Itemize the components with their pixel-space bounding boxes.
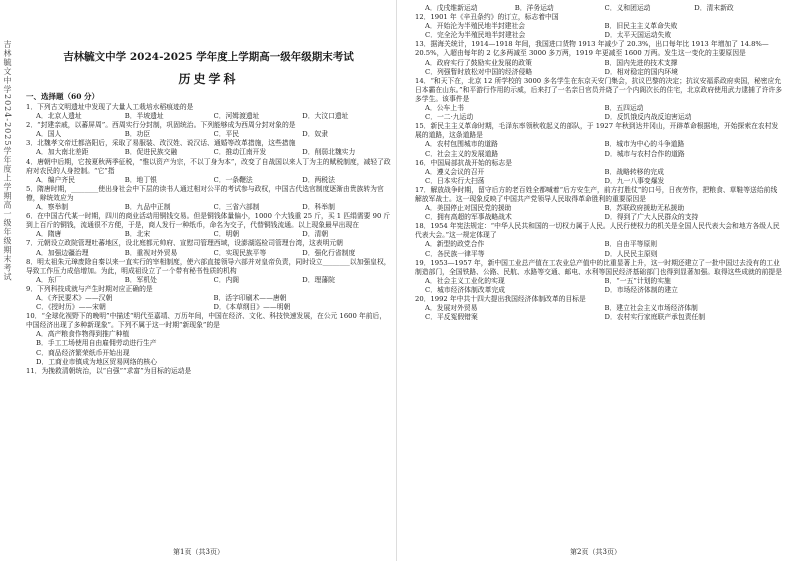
answer-options: [415, 277, 784, 295]
question-stem: 2．“封建亲戚，以蕃屏周”。西周实行分封制，巩固统治。下列能够成为西周分封对象的是: [26, 121, 296, 130]
answer-options: [415, 140, 784, 158]
answer-option: D．太平天国运动失败: [604, 31, 672, 40]
answer-option: C．完全沦为半殖民地半封建社会: [425, 31, 526, 40]
answer-option: D．《本草纲目》——明朝: [213, 303, 291, 312]
answer-option: C．实现民族平等: [213, 248, 267, 257]
answer-option: C．社会主义的发展道路: [425, 149, 499, 158]
answer-option: B．战略转移的完成: [604, 167, 664, 176]
question-item: [415, 259, 784, 295]
question-item: [415, 159, 784, 186]
answer-option: C．各民族一律平等: [425, 249, 485, 258]
answer-option: C．一二·九运动: [425, 113, 474, 122]
question-item: [415, 122, 784, 158]
answer-option: D．削弱北魏实力: [302, 148, 356, 157]
question-item: [26, 285, 391, 312]
question-stem: 17．解放战争时期，留守后方的老百姓全都喊着“后方安生产，前方打胜仗”的口号，日夜劳作，把粮食、草鞋等送给前线解放军战士。这一现象反映了中国共产党领导人民取得革命胜利的重要原因是: [415, 185, 778, 203]
answer-option: D．人民民主原则: [604, 249, 658, 258]
answer-option: A．察举制: [36, 203, 69, 212]
question-item: [415, 77, 784, 122]
answer-option: D．大汶口遗址: [302, 112, 349, 121]
answer-option: D．强化行省制度: [302, 248, 356, 257]
answer-option: B．促进民族交融: [124, 148, 178, 157]
answer-option: B．洋务运动: [514, 4, 554, 12]
answer-options: [415, 104, 784, 122]
answer-options: [415, 4, 784, 13]
question-stem: 13．据海关统计，1914—1918 年间，我国进口货物 1913 年减少了 20.3%，出口每年比 1913 年增加了 14.8%—20.5%，入超由每年的 2 亿多两减至 3000 多万两，1919 年更减至 1600 万两。发生这一变化的主要原因是: [415, 40, 769, 58]
answer-options: [26, 112, 391, 121]
answer-options: [26, 249, 391, 258]
page-footer: 第1页（共3页）: [173, 548, 224, 556]
question-stem: 19．1953—1957 年，新中国工业总产值在工农业总产值中的比重显著上升，这一时期还建立了一批中国过去没有的工业制造部门，全国铁路、公路、民航、水路等交通、邮电、水利等国民经济基础部门也得到显著加强。取得这些成就的前提是: [415, 258, 783, 276]
question-list: [26, 103, 391, 376]
answer-option: A．编户齐民: [36, 175, 75, 184]
answer-options: [26, 176, 391, 185]
answer-option: C．平反冤假错案: [425, 313, 478, 322]
answer-options: [415, 304, 784, 322]
answer-option: A．高产粮食作物得到推广种植: [36, 330, 130, 339]
exam-title: 吉林毓文中学 2024-2025 学年度上学期高一级年级期末考试: [63, 51, 354, 63]
question-item: [415, 295, 784, 322]
answer-option: C．内阁: [213, 275, 240, 284]
answer-options: [415, 204, 784, 222]
question-stem: 18．1954 年宪法规定：“中华人民共和国的一切权力属于人民。人民行使权力的机关是全国人民代表大会和地方各级人民代表大会。”这一规定体现了: [415, 222, 780, 240]
answer-option: A．东厂: [36, 275, 62, 284]
question-item: [26, 158, 391, 185]
answer-option: B．自由平等原则: [604, 240, 658, 249]
question-item: [26, 312, 391, 367]
question-stem: 16．中国局部抗战开始的标志是: [415, 158, 513, 167]
page-footer: 第2页（共3页）: [570, 548, 621, 556]
answer-option: D．农村实行家庭联产承包责任制: [604, 313, 706, 322]
answer-option: D．清末新政: [694, 4, 734, 12]
question-item: [415, 4, 784, 13]
answer-options: [415, 168, 784, 186]
answer-option: A．社会主义工业化的实现: [425, 276, 505, 285]
answer-option: B．旧民主主义革命失败: [604, 22, 678, 31]
answer-option: B．功臣: [124, 130, 151, 139]
answer-option: C．明朝: [213, 230, 240, 239]
answer-option: B．九品中正制: [124, 203, 171, 212]
answer-option: D．城市与农村合作的道路: [604, 149, 685, 158]
answer-option: A．加大南北差距: [36, 148, 89, 157]
question-item: [26, 239, 391, 257]
answer-options: [415, 22, 784, 40]
question-list: [415, 4, 784, 322]
answer-option: B．五四运动: [604, 104, 644, 113]
answer-option: A．公车上书: [425, 104, 464, 113]
answer-option: C．《授时历》——宋朝: [36, 303, 106, 312]
question-item: [26, 139, 391, 157]
answer-option: A．政府实行了鼓励实业发展的政策: [425, 58, 532, 67]
question-stem: 14．“和天下在，北京 12 所学校的 3000 多名学生在东京天安门集会，抗议巴黎的决定；抗议安福系政府卖国，秘密应允日本霸在山东。”和平游行作用的示威，后来打了一名亲日官员并烧了一个内阁次长的住宅，北京政府使用武力逮捕了许许多多学生。该事件是: [415, 76, 783, 103]
answer-option: B．“一五”计划的实施: [604, 276, 671, 285]
answer-option: D．市场经济体制的建立: [604, 285, 678, 294]
answer-option: A．戊戌维新运动: [425, 4, 478, 12]
answer-option: D．科举制: [302, 203, 335, 212]
question-stem: 12．1901 年《辛丑条约》的订立，标志着中国: [415, 13, 559, 22]
answer-option: B．重视对外贸易: [124, 248, 178, 257]
answer-option: C．城市经济体制改革完成: [425, 285, 505, 294]
section-heading: 一、选择题（60 分）: [26, 92, 100, 101]
answer-option: B．建立社会主义市场经济体制: [604, 304, 698, 313]
question-item: [26, 121, 391, 139]
question-item: [415, 222, 784, 258]
answer-option: A．北京人遗址: [36, 112, 82, 121]
answer-option: A．隋唐: [36, 230, 62, 239]
answer-option: A．《齐民要术》——汉朝: [36, 293, 113, 302]
answer-options: [26, 330, 391, 366]
answer-option: B．军机处: [124, 275, 157, 284]
question-stem: 7．元朝设立政院管理吐蕃地区，设北庭都元帅府、宣慰司管理西域，设澎湖巡检司管理台湾，这表明元朝: [26, 239, 343, 248]
subject-title: 历史学科: [178, 72, 239, 86]
question-stem: 10．“全球化视野下的晚明”中描述“明代至嘉靖、万历年间，中国在经济、文化、科技快速发展，在公元 1600 年前后，中国经济出现了多种新现象”。下列不属于这一时期“新现象”的是: [26, 312, 387, 330]
answer-option: D．清朝: [302, 230, 329, 239]
answer-options: [415, 59, 784, 77]
answer-options: [26, 148, 391, 157]
exam-page-2: [397, 0, 794, 561]
answer-option: B．手工工场使用自由雇佣劳动进行生产: [36, 339, 157, 348]
question-stem: 4．唐朝中后期，它按夏秋两季征税，“惟以资产为宗，不以丁身为本”，改变了自战国以来人丁为主的赋税制度，减轻了政府对农民的人身控制。“它”指: [26, 157, 391, 175]
answer-options: [415, 240, 784, 258]
answer-option: D．理藩院: [302, 275, 335, 284]
question-stem: 3．北魏孝文帝迁都洛阳后，采取了易服装、改汉姓、说汉话、通婚等改革措施，这些措施: [26, 139, 296, 148]
answer-option: B．国内先进的技术支撑: [604, 58, 678, 67]
question-stem: 6．在中国古代某一时期，四川的商业活动用铜钱交易。但是铜钱体量偏小，1000 个大钱重 25 斤，买 1 匹绢需要 90 斤到上百斤的铜钱，流通很不方便，于是，商人发行一种纸币，命名为交子，代替铜钱流通。以上现象最早出现在: [26, 212, 391, 230]
answer-option: A．农村包围城市的道路: [425, 140, 498, 149]
answer-option: D．得到了广大人民群众的支持: [604, 213, 699, 222]
answer-option: D．工商业市镇成为地区贸易网络的核心: [36, 357, 157, 366]
question-item: [415, 186, 784, 222]
question-stem: 20．1992 年中共十四大提出我国经济体制改革的目标是: [415, 295, 586, 303]
answer-option: A．发展对外贸易: [425, 304, 478, 313]
answer-option: A．开始沦为半殖民地半封建社会: [425, 22, 526, 31]
answer-option: D．两税法: [302, 175, 335, 184]
answer-option: C．列强暂时放松对中国的经济侵略: [425, 67, 533, 76]
answer-option: B．活字印刷术——唐朝: [213, 293, 287, 302]
answer-option: D．九一八事变爆发: [604, 176, 665, 185]
answer-option: C．拥有高超的军事战略战术: [425, 213, 512, 222]
question-stem: 9．下列科技成就与产生时期对应正确的是: [26, 284, 153, 293]
question-item: [415, 40, 784, 76]
answer-option: C．平民: [213, 130, 240, 139]
answer-option: B．城市为中心的斗争道路: [604, 140, 685, 149]
answer-option: A．遵义会议的召开: [425, 167, 485, 176]
answer-option: C．义和团运动: [604, 4, 651, 12]
question-stem: 5．隋唐时期，________使出身社会中下层的读书人通过相对公平的考试参与政权，中国古代选官制度逐渐由贵族转为官僚，辩统效应为: [26, 184, 384, 202]
answer-option: C．商品经济繁荣纸币开始出现: [36, 348, 130, 357]
answer-option: B．苏联政府援助无私援助: [604, 204, 685, 213]
question-stem: 15．新民主主义革命时期，毛泽东率领秋收起义的部队，于 1927 年秋到达井冈山，开辟革命根据地，开始探索在农村发展的道路，这条道路是: [415, 122, 779, 140]
question-stem: 11．为挽救清朝统治，以“自强”“求富”为目标的运动是: [26, 366, 192, 375]
answer-option: B．地丁银: [124, 175, 157, 184]
answer-options: [26, 276, 391, 285]
answer-option: C．一条鞭法: [213, 175, 253, 184]
answer-option: D．奴隶: [302, 130, 329, 139]
answer-options: [26, 203, 391, 212]
question-item: [26, 367, 391, 376]
answer-option: D．相对稳定的国内环境: [604, 67, 678, 76]
answer-option: C．三省六部制: [213, 203, 260, 212]
question-item: [26, 212, 391, 239]
answer-option: B．半坡遗址: [124, 112, 164, 121]
answer-option: A．美国停止对国民党的援助: [425, 204, 512, 213]
question-item: [26, 258, 391, 285]
binding-margin-title: 吉林毓文中学2024-2025学年度上学期高一级年级期末考试: [3, 40, 12, 282]
answer-option: D．反饥饿反内战反迫害运动: [604, 113, 692, 122]
question-item: [415, 13, 784, 40]
question-item: [26, 103, 391, 121]
answer-option: A．加强边疆治理: [36, 248, 89, 257]
answer-options: [26, 294, 391, 312]
answer-option: C．推动江南开发: [213, 148, 267, 157]
question-item: [26, 185, 391, 212]
answer-option: B．北宋: [124, 230, 151, 239]
question-stem: 1．下列古文明遗址中发现了大量人工栽培水稻痕迹的是: [26, 103, 194, 111]
question-stem: 8．明太祖朱元璋废除自秦以来一直实行的宰相制度，使六部直接领导六部并对皇帝负责，同时设立________以加强皇权，导致工作压力成倍增加。为此，明成祖设立了一个带有秘书性质的机构: [26, 257, 391, 275]
answer-option: C．河姆渡遗址: [213, 112, 260, 121]
answer-option: A．国人: [36, 130, 62, 139]
answer-option: A．新型的政党合作: [425, 240, 485, 249]
answer-options: [26, 130, 391, 139]
answer-option: C．日本实行大扫荡: [425, 176, 485, 185]
